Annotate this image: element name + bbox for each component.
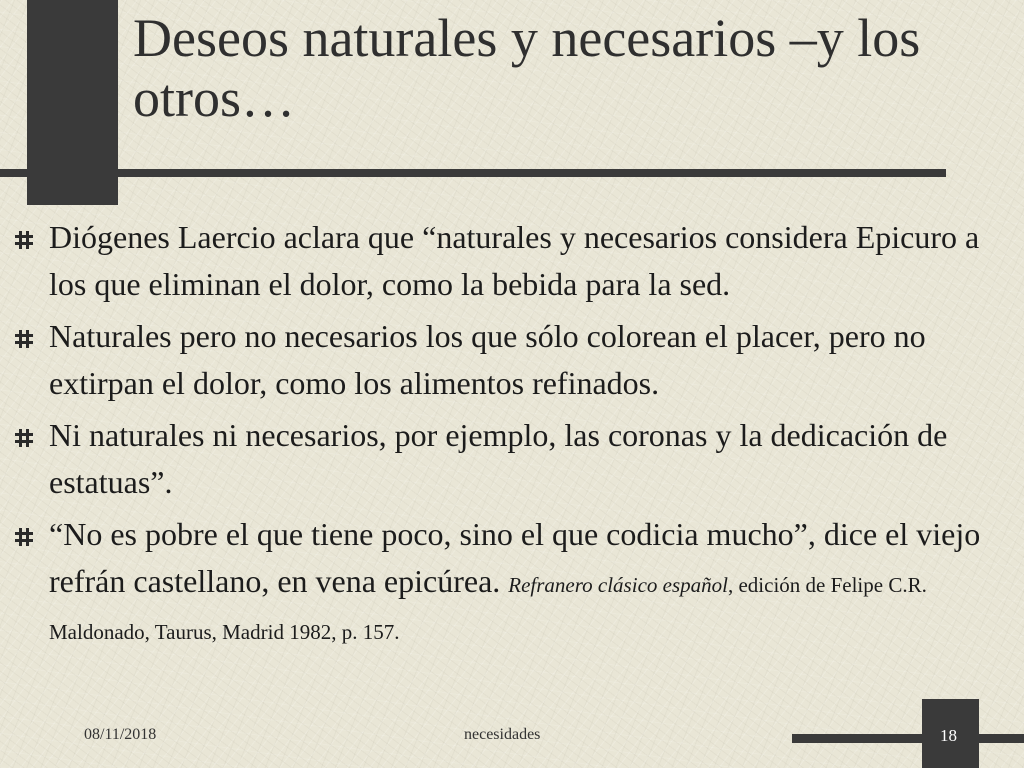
citation-details: , edición de Felipe C.R. Maldonado, Taurus, Madrid 1982, p. 157. — [49, 573, 927, 644]
bullet-text: Naturales pero no necesarios los que sólo colorean el placer, pero no extirpan el dolor, como los alimentos refinados. — [49, 318, 926, 401]
slide-title: Deseos naturales y necesarios –y los otros… — [133, 8, 921, 128]
bullet-item-2 — [0, 313, 1024, 407]
footer-accent-rule — [792, 734, 1024, 743]
citation-title: Refranero clásico español — [508, 573, 728, 597]
bullet-text: “No es pobre el que tiene poco, sino el que codicia mucho”, dice el viejo refrán castellano, en vena epicúrea. — [49, 516, 981, 599]
hash-bullet-icon — [15, 231, 33, 249]
hash-bullet-icon — [15, 429, 33, 447]
bullet-item-1 — [0, 214, 1024, 308]
footer-date: 08/11/2018 — [84, 726, 157, 743]
bullet-text: Ni naturales ni necesarios, por ejemplo, las coronas y la dedicación de estatuas”. — [49, 417, 948, 500]
hash-bullet-icon — [15, 330, 33, 348]
bullet-item-3 — [0, 412, 1024, 506]
hash-bullet-icon — [15, 528, 33, 546]
title-underline-rule — [0, 169, 946, 177]
bullet-item-4 — [0, 511, 1024, 652]
bullet-list — [0, 214, 1024, 657]
bullet-text: Diógenes Laercio aclara que “naturales y necesarios considera Epicuro a los que eliminan el dolor, como la bebida para la sed. — [49, 219, 980, 302]
footer-topic: necesidades — [464, 726, 541, 743]
page-number: 18 — [940, 726, 957, 745]
